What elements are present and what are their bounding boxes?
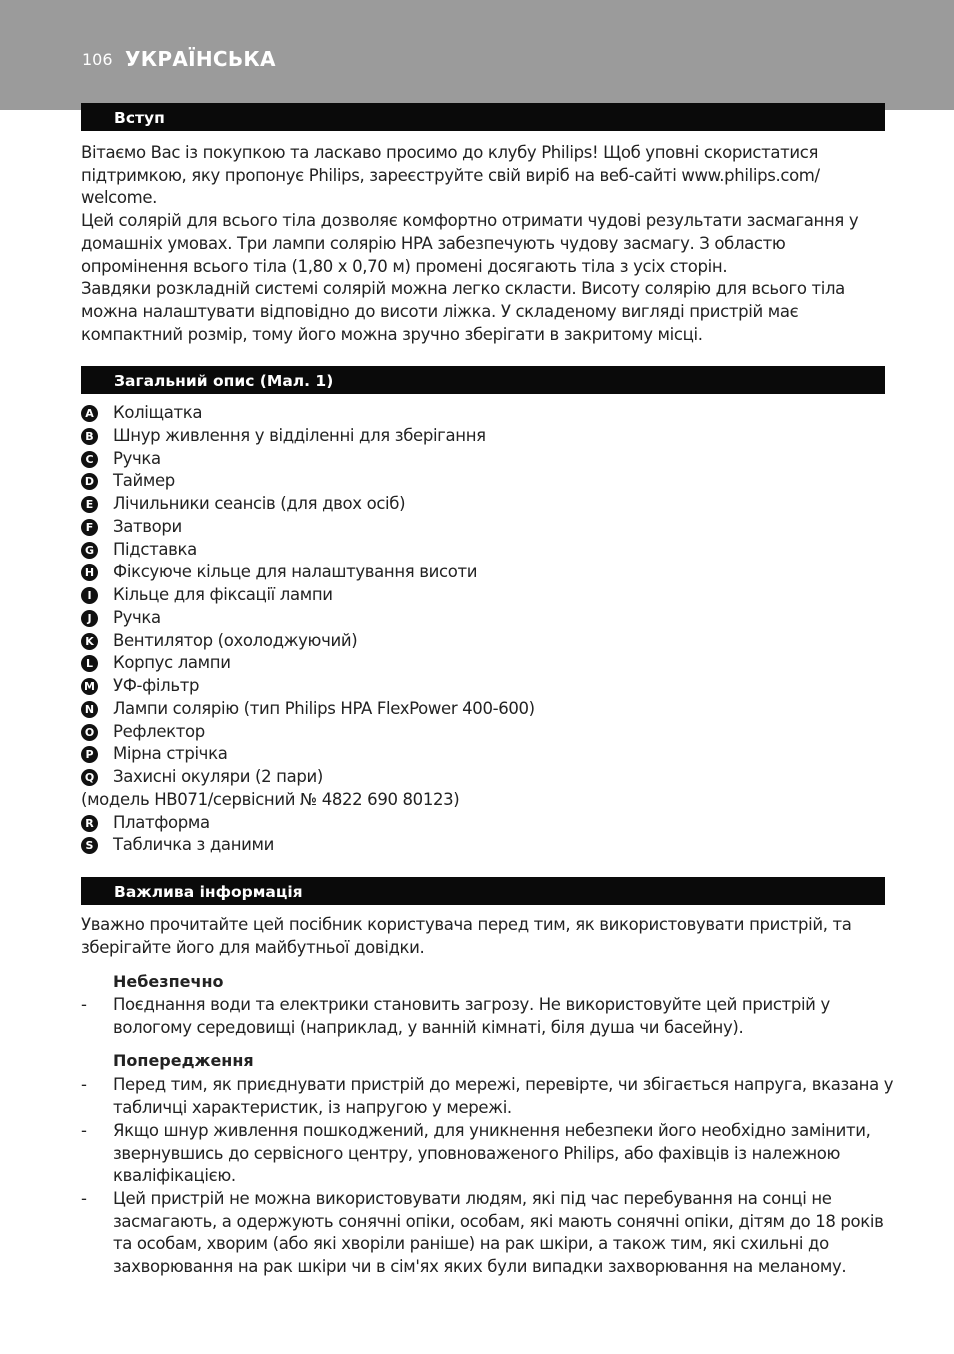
section-title: Вступ xyxy=(114,109,165,127)
section-heading-important xyxy=(81,877,885,905)
letter-badge: L xyxy=(81,655,98,672)
bullet-text xyxy=(113,994,830,1039)
item-label: УФ-фільтр xyxy=(113,676,200,695)
section-title: Важлива інформація xyxy=(114,883,303,901)
warning-heading: Попередження xyxy=(113,1051,254,1070)
text-line: Цей пристрій не можна використовувати людям, які під час перебування на сонці не xyxy=(113,1189,832,1208)
text-line: підтримкою, яку пропонує Philips, зареєструйте свій виріб на веб-сайті www.philips.com/ xyxy=(81,165,820,185)
item-label: Фіксуюче кільце для налаштування висоти xyxy=(113,562,478,581)
item-label: Кільце для фіксації лампи xyxy=(113,585,333,604)
language-title: УКРАЇНСЬКА xyxy=(125,47,276,71)
text-line: Якщо шнур живлення пошкоджений, для уникнення небезпеки його необхідно замінити, xyxy=(113,1121,871,1140)
text-line: кваліфікацією. xyxy=(113,1166,236,1186)
item-label: Корпус лампи xyxy=(113,653,231,672)
bullet-dash: - xyxy=(81,1121,87,1140)
letter-badge: Q xyxy=(81,769,98,786)
letter-badge: A xyxy=(81,405,98,422)
letter-badge: I xyxy=(81,587,98,604)
text-line: вологому середовищі (наприклад, у ванній кімнаті, біля душа чи басейну). xyxy=(113,1017,744,1037)
letter-badge: P xyxy=(81,746,98,763)
text-line: Вітаємо Вас із покупкою та ласкаво просимо до клубу Philips! Щоб уповні скористатися xyxy=(81,143,819,162)
section-title: Загальний опис (Мал. 1) xyxy=(114,372,334,390)
text-line: компактний розмір, тому його можна зручно зберігати в закритому місці. xyxy=(81,324,703,344)
text-line: Поєднання води та електрики становить загрозу. Не використовуйте цей пристрій у xyxy=(113,995,830,1014)
item-label: Таймер xyxy=(113,471,175,490)
letter-badge: K xyxy=(81,633,98,650)
text-line: табличці характеристик, із напругою у мережі. xyxy=(113,1097,512,1117)
letter-badge: D xyxy=(81,473,98,490)
page-header xyxy=(0,0,954,110)
letter-badge: N xyxy=(81,701,98,718)
model-note: (модель HB071/сервісний № 4822 690 80123) xyxy=(81,790,460,809)
text-line: Уважно прочитайте цей посібник користувача перед тим, як використовувати пристрій, та xyxy=(81,915,852,934)
intro-paragraph xyxy=(81,142,871,346)
letter-badge: J xyxy=(81,610,98,627)
bullet-text xyxy=(113,1188,884,1279)
letter-badge: O xyxy=(81,724,98,741)
item-label: Лампи солярію (тип Philips HPA FlexPower 400-600) xyxy=(113,699,535,718)
text-line: зберігайте його для майбутньої довідки. xyxy=(81,937,425,957)
danger-heading: Небезпечно xyxy=(113,972,224,991)
item-label: Підставка xyxy=(113,540,197,559)
text-line: звернувшись до сервісного центру, уповноваженого Philips, або фахівців із належною xyxy=(113,1143,841,1163)
text-line: можна налаштувати відповідно до висоти ліжка. У складеному вигляді пристрій має xyxy=(81,301,799,321)
letter-badge: G xyxy=(81,542,98,559)
section-heading-intro xyxy=(81,103,885,131)
bullet-dash: - xyxy=(81,995,87,1014)
bullet-text xyxy=(113,1074,893,1119)
letter-badge: R xyxy=(81,815,98,832)
bullet-dash: - xyxy=(81,1189,87,1208)
item-label: Рефлектор xyxy=(113,722,205,741)
page-number: 106 xyxy=(82,50,113,69)
text-line: засмагають, а одержують сонячні опіки, особам, які мають сонячні опіки, дітям до 18 років xyxy=(113,1211,884,1231)
section-heading-overview xyxy=(81,366,885,394)
bullet-text xyxy=(113,1120,871,1188)
text-line: Цей солярій для всього тіла дозволяє комфортно отримати чудові результати засмагання у xyxy=(81,211,859,231)
item-label: Коліщатка xyxy=(113,403,203,422)
item-label: Платформа xyxy=(113,813,210,832)
item-label: Вентилятор (охолоджуючий) xyxy=(113,631,358,650)
item-label: Мірна стрічка xyxy=(113,744,228,763)
text-line: опромінення всього тіла (1,80 x 0,70 м) промені досягають тіла з усіх сторін. xyxy=(81,256,728,276)
item-label: Шнур живлення у відділенні для зберігання xyxy=(113,426,486,445)
item-label: Табличка з даними xyxy=(113,835,274,854)
letter-badge: E xyxy=(81,496,98,513)
letter-badge: S xyxy=(81,837,98,854)
letter-badge: C xyxy=(81,451,98,468)
bullet-dash: - xyxy=(81,1075,87,1094)
text-line: Завдяки розкладній системі солярій можна легко скласти. Висоту солярію для всього тіла xyxy=(81,279,845,299)
item-label: Ручка xyxy=(113,608,161,627)
letter-badge: H xyxy=(81,564,98,581)
text-line: та особам, хворим (або які хворіли раніше) на рак шкіри, а також тим, які схильні до xyxy=(113,1234,829,1254)
important-intro xyxy=(81,914,871,959)
text-line: захворювання на рак шкіри чи в сім'ях яких були випадки захворювання на меланому. xyxy=(113,1257,847,1277)
item-label: Ручка xyxy=(113,449,161,468)
item-label: Лічильники сеансів (для двох осіб) xyxy=(113,494,406,513)
text-line: домашніх умовах. Три лампи солярію HPA забезпечують чудову засмагу. З областю xyxy=(81,233,786,253)
item-label: Затвори xyxy=(113,517,182,536)
item-label: Захисні окуляри (2 пари) xyxy=(113,767,323,786)
text-line: welcome. xyxy=(81,188,158,208)
letter-badge: B xyxy=(81,428,98,445)
letter-badge: M xyxy=(81,678,98,695)
text-line: Перед тим, як приєднувати пристрій до мережі, перевірте, чи збігається напруга, вказана у xyxy=(113,1075,894,1094)
letter-badge: F xyxy=(81,519,98,536)
